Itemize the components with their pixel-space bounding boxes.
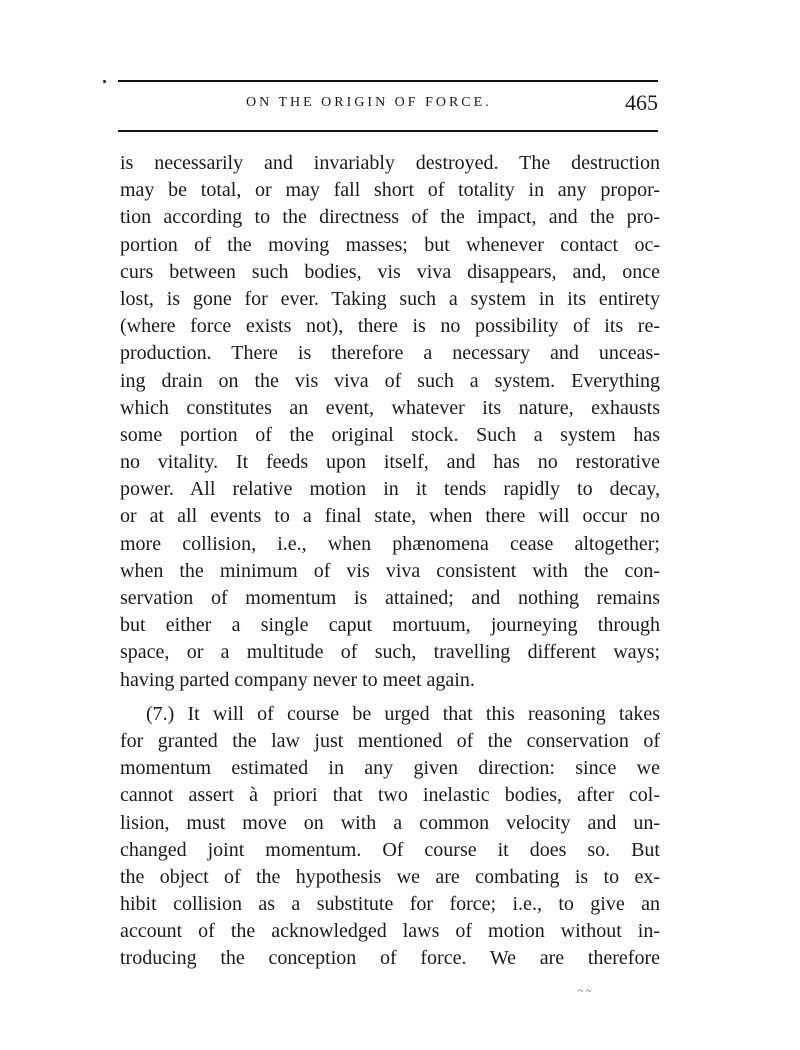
text-line: when the minimum of vis viva consistent with the con- <box>120 559 660 582</box>
text-line: power. All relative motion in it tends rapidly to decay, <box>120 478 660 501</box>
text-line: account of the acknowledged laws of motion without in- <box>120 920 660 943</box>
text-line: curs between such bodies, vis viva disappears, and, once <box>120 260 660 283</box>
text-line: lost, is gone for ever. Taking such a system in its entirety <box>120 287 660 310</box>
header-rule-bottom <box>118 130 658 132</box>
header-rule-top <box>118 80 658 82</box>
text-line: some portion of the original stock. Such a system has <box>120 423 660 446</box>
text-line: (7.) It will of course be urged that this reasoning takes <box>146 702 660 725</box>
text-line: production. There is therefore a necessary and unceas- <box>120 342 660 365</box>
paragraph-gap <box>120 694 660 701</box>
text-line: for granted the law just mentioned of the conservation of <box>120 729 660 752</box>
text-line: may be total, or may fall short of totality in any propor- <box>120 179 660 202</box>
text-line: which constitutes an event, whatever its nature, exhausts <box>120 396 660 419</box>
text-line: ing drain on the vis viva of such a system. Everything <box>120 369 660 392</box>
text-line: cannot assert à priori that two inelastic bodies, after col- <box>120 784 660 807</box>
text-line: momentum estimated in any given direction: since we <box>120 757 660 780</box>
dot-mark <box>103 80 106 83</box>
body-text <box>120 150 660 973</box>
text-line: space, or a multitude of such, travelling different ways; <box>120 641 660 664</box>
text-line: hibit collision as a substitute for force; i.e., to give an <box>120 893 660 916</box>
text-line: or at all events to a final state, when there will occur no <box>120 505 660 528</box>
footer-mark: ~ ~ <box>578 986 592 997</box>
text-line: more collision, i.e., when phænomena cease altogether; <box>120 532 660 555</box>
text-line: no vitality. It feeds upon itself, and has no restorative <box>120 451 660 474</box>
page-number: 465 <box>625 90 658 115</box>
text-line: is necessarily and invariably destroyed. The destruction <box>120 152 660 174</box>
text-line: servation of momentum is attained; and nothing remains <box>120 587 660 609</box>
text-line: portion of the moving masses; but whenever contact oc- <box>120 233 660 256</box>
text-line: lision, must move on with a common velocity and un- <box>120 811 660 834</box>
text-line: changed joint momentum. Of course it does so. But <box>120 838 660 861</box>
text-line: (where force exists not), there is no possibility of its re- <box>120 315 660 338</box>
running-head <box>118 90 658 118</box>
running-title: ON THE ORIGIN OF FORCE. <box>246 95 492 110</box>
text-line: troducing the conception of force. We are therefore <box>120 947 660 970</box>
paragraph-2 <box>120 701 660 973</box>
text-line: the object of the hypothesis we are combating is to ex- <box>120 865 660 888</box>
text-line: having parted company never to meet again. <box>120 668 475 691</box>
text-line: but either a single caput mortuum, journeying through <box>120 614 660 637</box>
text-line: tion according to the directness of the impact, and the pro- <box>120 206 660 229</box>
paragraph-1 <box>120 150 660 694</box>
